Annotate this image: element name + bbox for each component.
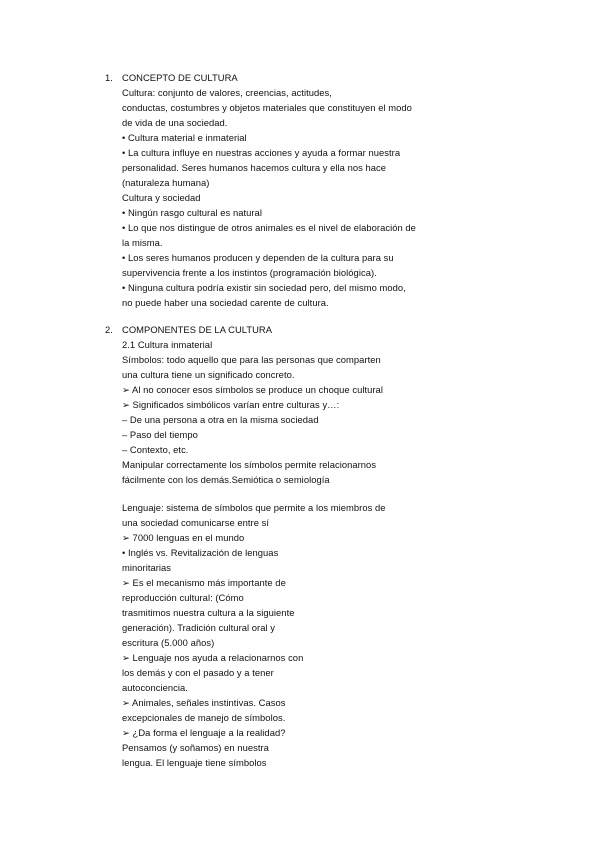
text-line: Cultura y sociedad bbox=[122, 192, 201, 203]
dash-line: – Contexto, etc. bbox=[122, 444, 189, 455]
text-line: la misma. bbox=[122, 237, 163, 248]
text-line: excepcionales de manejo de símbolos. bbox=[122, 712, 286, 723]
arrow-bullet-line: ➢ Al no conocer esos símbolos se produce un choque cultural bbox=[122, 384, 383, 395]
text-line: no puede haber una sociedad carente de cultura. bbox=[122, 297, 329, 308]
text-line: Cultura: conjunto de valores, creencias, actitudes, bbox=[122, 87, 332, 98]
bullet-line: • Cultura material e inmaterial bbox=[122, 132, 247, 143]
text-line: minoritarias bbox=[122, 562, 172, 573]
section-2-title: COMPONENTES DE LA CULTURA bbox=[122, 324, 273, 335]
section-1-title: CONCEPTO DE CULTURA bbox=[122, 72, 238, 83]
text-line: de vida de una sociedad. bbox=[122, 117, 228, 128]
dash-line: – De una persona a otra en la misma sociedad bbox=[122, 414, 319, 425]
text-line: Pensamos (y soñamos) en nuestra bbox=[122, 742, 269, 753]
bullet-line: • Ningún rasgo cultural es natural bbox=[122, 207, 262, 218]
text-line: una cultura tiene un significado concreto. bbox=[122, 369, 295, 380]
arrow-bullet-line: ➢ ¿Da forma el lenguaje a la realidad? bbox=[122, 727, 286, 738]
dash-line: – Paso del tiempo bbox=[122, 429, 198, 440]
text-line: trasmitimos nuestra cultura a la siguiente bbox=[122, 607, 295, 618]
arrow-bullet-line: ➢ Animales, señales instintivas. Casos bbox=[122, 697, 286, 708]
text-line: escritura (5.000 años) bbox=[122, 637, 215, 648]
bullet-line: • Lo que nos distingue de otros animales es el nivel de elaboración de bbox=[122, 222, 416, 233]
bullet-line: • Los seres humanos producen y dependen de la cultura para su bbox=[122, 252, 394, 263]
subsection-title: 2.1 Cultura inmaterial bbox=[122, 339, 213, 350]
section-1-number: 1. bbox=[105, 72, 113, 83]
text-line: (naturaleza humana) bbox=[122, 177, 210, 188]
arrow-bullet-line: ➢ Significados simbólicos varían entre culturas y…: bbox=[122, 399, 340, 410]
text-line: lengua. El lenguaje tiene símbolos bbox=[122, 757, 267, 768]
arrow-bullet-line: ➢ Es el mecanismo más importante de bbox=[122, 577, 286, 588]
text-line: generación). Tradición cultural oral y bbox=[122, 622, 276, 633]
text-line: autoconciencia. bbox=[122, 682, 188, 693]
bullet-line: • Ninguna cultura podría existir sin sociedad pero, del mismo modo, bbox=[122, 282, 406, 293]
text-line: Manipular correctamente los símbolos permite relacionarnos bbox=[122, 459, 377, 470]
arrow-bullet-line: ➢ 7000 lenguas en el mundo bbox=[122, 532, 245, 543]
text-line: los demás y con el pasado y a tener bbox=[122, 667, 274, 678]
arrow-bullet-line: ➢ Lenguaje nos ayuda a relacionarnos con bbox=[122, 652, 304, 663]
text-line: fácilmente con los demás.Semiótica o semiología bbox=[122, 474, 330, 485]
bullet-line: • Inglés vs. Revitalización de lenguas bbox=[122, 547, 279, 558]
text-line: reproducción cultural: (Cómo bbox=[122, 592, 244, 603]
text-line: Lenguaje: sistema de símbolos que permite a los miembros de bbox=[122, 502, 386, 513]
text-line: personalidad. Seres humanos hacemos cultura y ella nos hace bbox=[122, 162, 387, 173]
text-line: conductas, costumbres y objetos materiales que constituyen el modo bbox=[122, 102, 412, 113]
text-line: supervivencia frente a los instintos (programación biológica). bbox=[122, 267, 377, 278]
section-2-number: 2. bbox=[105, 324, 113, 335]
text-line: una sociedad comunicarse entre sí bbox=[122, 517, 270, 528]
bullet-line: • La cultura influye en nuestras acciones y ayuda a formar nuestra bbox=[122, 147, 401, 158]
text-line: Símbolos: todo aquello que para las personas que comparten bbox=[122, 354, 381, 365]
